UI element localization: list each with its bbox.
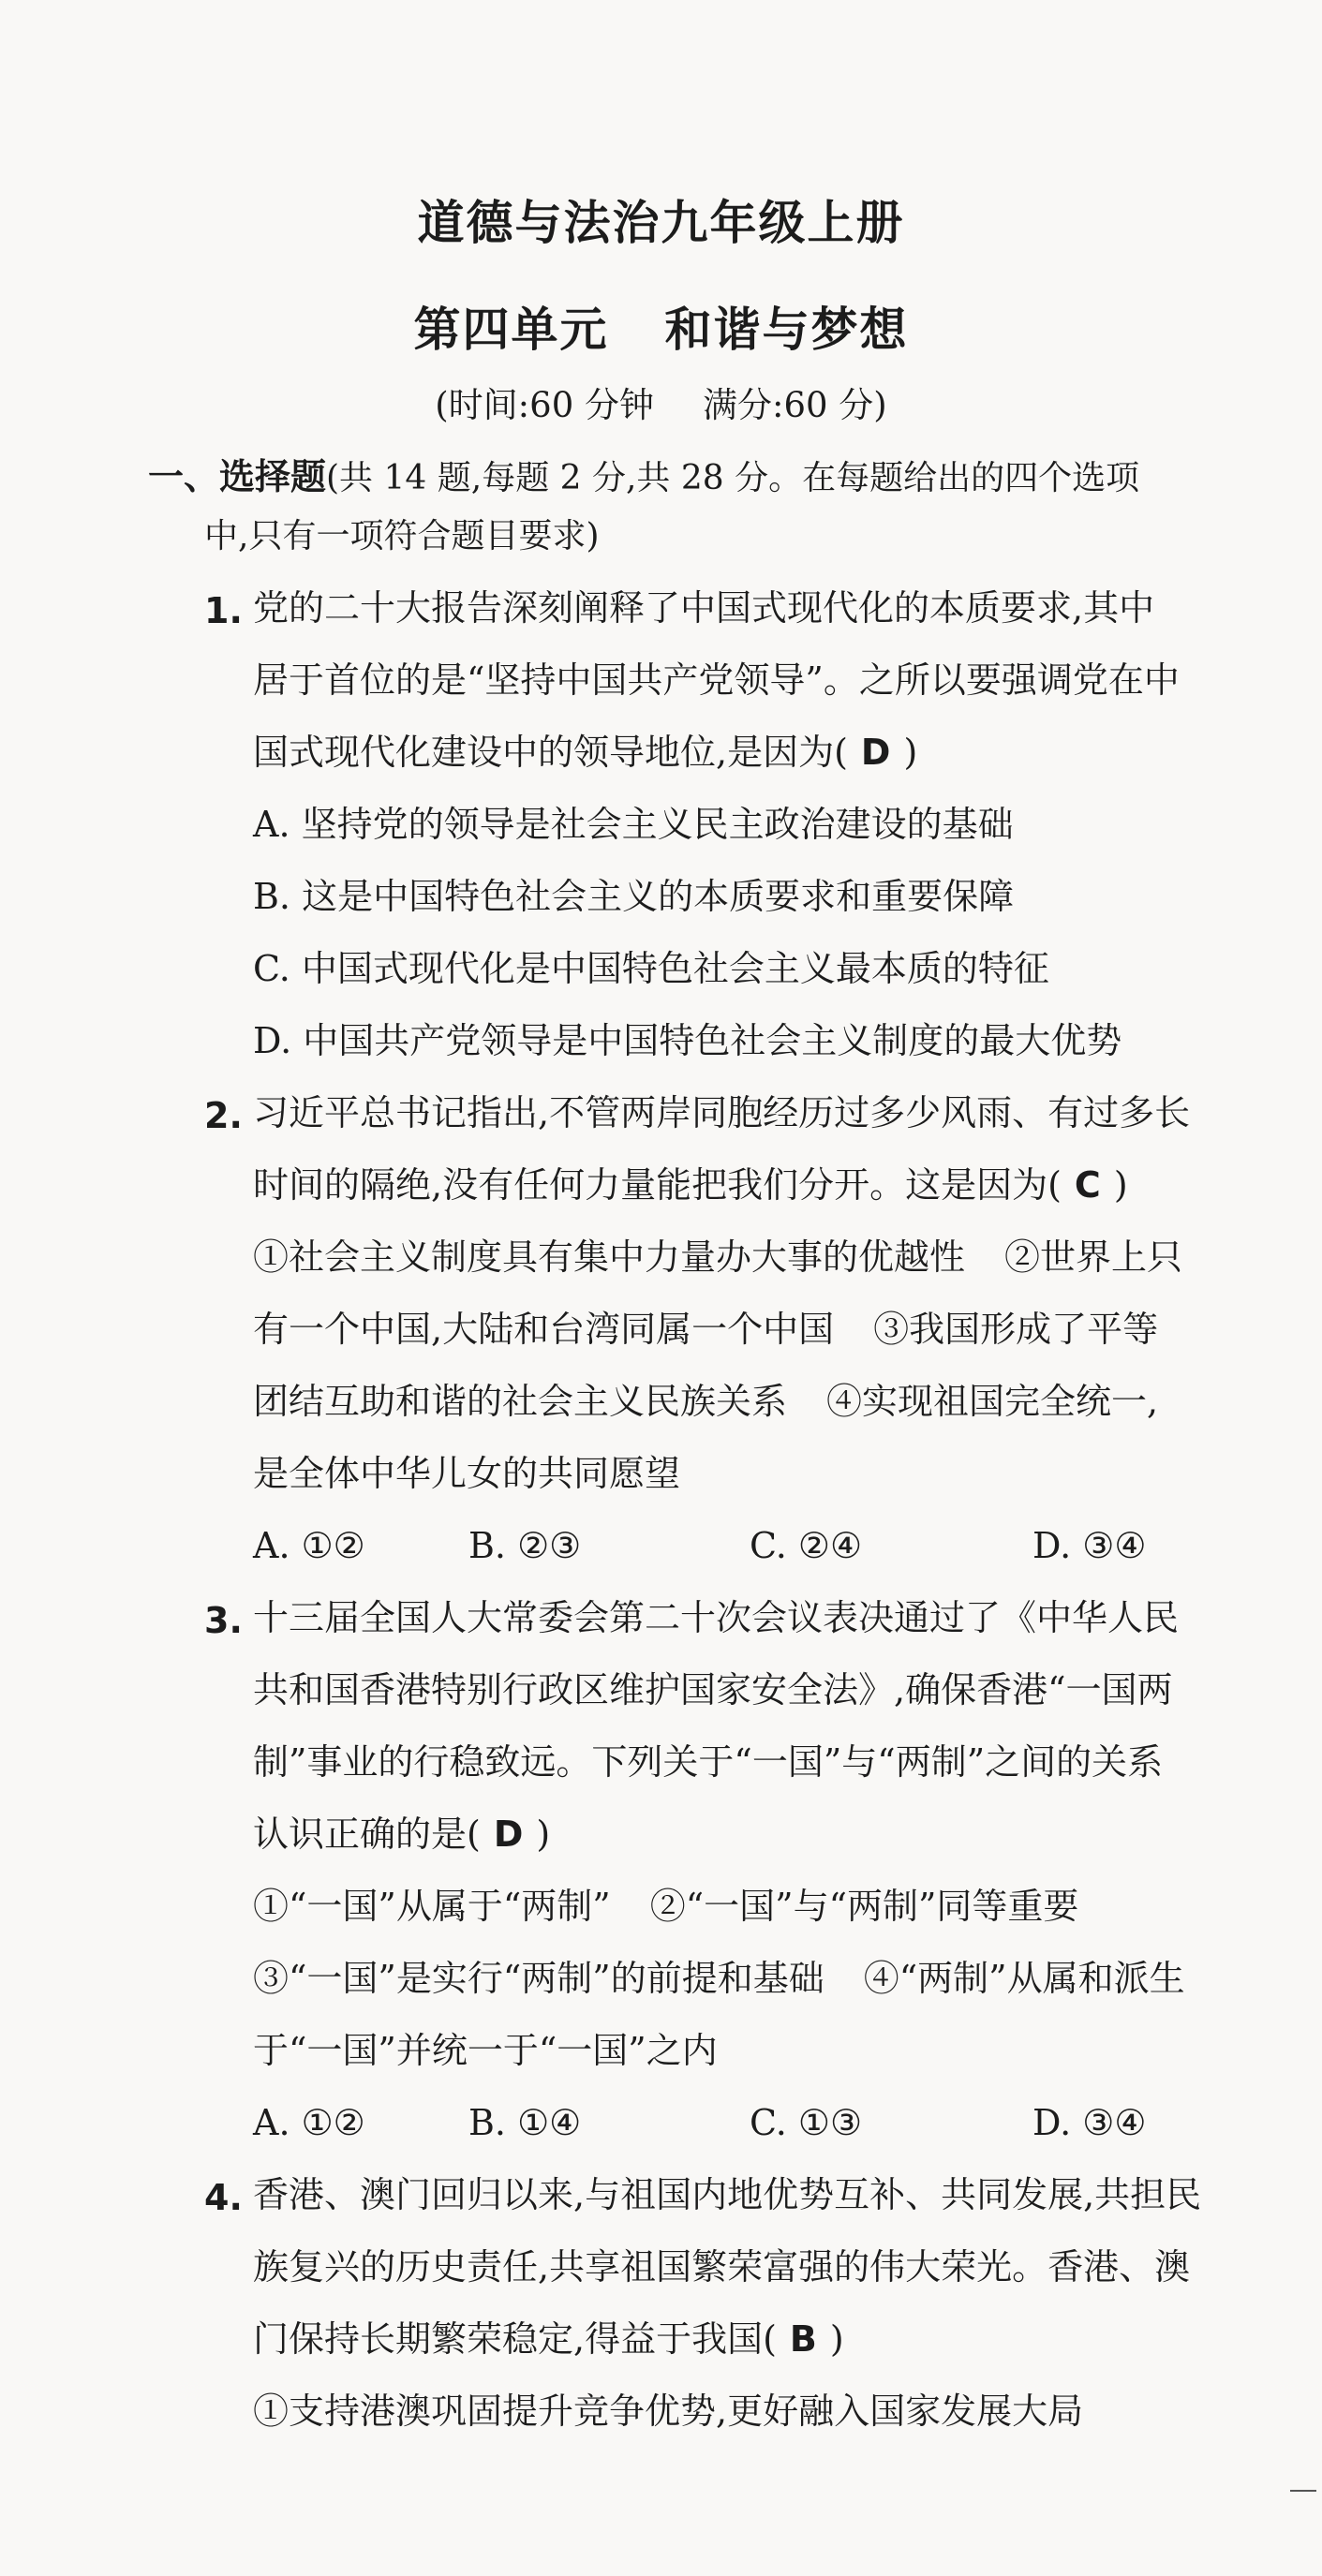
answer-mark: B	[789, 2318, 817, 2360]
option-a: A. ①②	[253, 2102, 365, 2143]
option-c: C. 中国式现代化是中国特色社会主义最本质的特征	[253, 948, 1049, 989]
section-note: (共 14 题,每题 2 分,共 28 分。在每题给出的四个选项	[326, 459, 1140, 497]
statement-line: 有一个中国,大陆和台湾同属一个中国 ③我国形成了平等	[253, 1309, 1159, 1350]
question-text: 制”事业的行稳致远。下列关于“一国”与“两制”之间的关系	[253, 1741, 1164, 1783]
question-text: 习近平总书记指出,不管两岸同胞经历过多少风雨、有过多长	[253, 1092, 1191, 1133]
question-text: 居于首位的是“坚持中国共产党领导”。之所以要强调党在中	[253, 659, 1180, 701]
option-c: C. ①③	[750, 2102, 863, 2143]
page-edge-mark	[1290, 2490, 1316, 2492]
question-text: 十三届全国人大常委会第二十次会议表决通过了《中华人民	[253, 1597, 1180, 1638]
option-b: B. 这是中国特色社会主义的本质要求和重要保障	[253, 876, 1015, 917]
question-text: 共和国香港特别行政区维护国家安全法》,确保香港“一国两	[253, 1669, 1173, 1710]
answer-mark: D	[860, 732, 891, 773]
answer-mark: C	[1074, 1164, 1101, 1206]
answer-mark: D	[493, 1814, 524, 1855]
statement-line: ①“一国”从属于“两制” ②“一国”与“两制”同等重要	[253, 1886, 1079, 1927]
full-score: 满分:60 分)	[703, 385, 887, 425]
unit-label: 第四单元	[413, 303, 609, 357]
question-number: 2.	[204, 1095, 243, 1136]
option-a: A. ①②	[253, 1525, 365, 1566]
exam-meta	[0, 377, 1322, 427]
statement-line: ③“一国”是实行“两制”的前提和基础 ④“两制”从属和派生	[253, 1958, 1185, 1999]
question-text: 党的二十大报告深刻阐释了中国式现代化的本质要求,其中	[253, 587, 1155, 629]
unit-title: 和谐与梦想	[664, 303, 909, 357]
question-text-last: 国式现代化建设中的领导地位,是因为( D )	[253, 732, 918, 773]
section-title: 一、选择题	[148, 456, 327, 497]
statement-line: 是全体中华儿女的共同愿望	[253, 1453, 681, 1494]
statement-line: 团结互助和谐的社会主义民族关系 ④实现祖国完全统一,	[253, 1381, 1159, 1422]
question-number: 4.	[204, 2177, 243, 2218]
question-text: 族复兴的历史责任,共享祖国繁荣富强的伟大荣光。香港、澳	[253, 2246, 1191, 2287]
option-b: B. ②③	[468, 1525, 582, 1566]
option-c: C. ②④	[750, 1525, 863, 1566]
statement-line: 于“一国”并统一于“一国”之内	[253, 2030, 718, 2071]
question-number: 3.	[204, 1600, 243, 1641]
option-d: D. 中国共产党领导是中国特色社会主义制度的最大优势	[253, 1020, 1122, 1061]
statement-line: ①支持港澳巩固提升竞争优势,更好融入国家发展大局	[253, 2391, 1084, 2432]
option-b: B. ①④	[468, 2102, 582, 2143]
unit-heading	[0, 292, 1322, 360]
section-heading	[148, 448, 1139, 499]
question-number: 1.	[204, 590, 243, 631]
option-a: A. 坚持党的领导是社会主义民主政治建设的基础	[253, 804, 1014, 845]
question-text-last: 时间的隔绝,没有任何力量能把我们分开。这是因为( C )	[253, 1164, 1128, 1206]
question-text-last: 认识正确的是( D )	[253, 1814, 551, 1855]
statement-line: ①社会主义制度具有集中力量办大事的优越性 ②世界上只	[253, 1236, 1183, 1278]
time-limit: (时间:60 分钟	[435, 385, 654, 425]
book-title: 道德与法治九年级上册	[417, 196, 905, 250]
option-d: D. ③④	[1032, 1525, 1147, 1566]
option-d: D. ③④	[1032, 2102, 1147, 2143]
question-text-last: 门保持长期繁荣稳定,得益于我国( B )	[253, 2318, 844, 2360]
question-text: 香港、澳门回归以来,与祖国内地优势互补、共同发展,共担民	[253, 2174, 1202, 2215]
section-note-cont: 中,只有一项符合题目要求)	[204, 517, 600, 555]
